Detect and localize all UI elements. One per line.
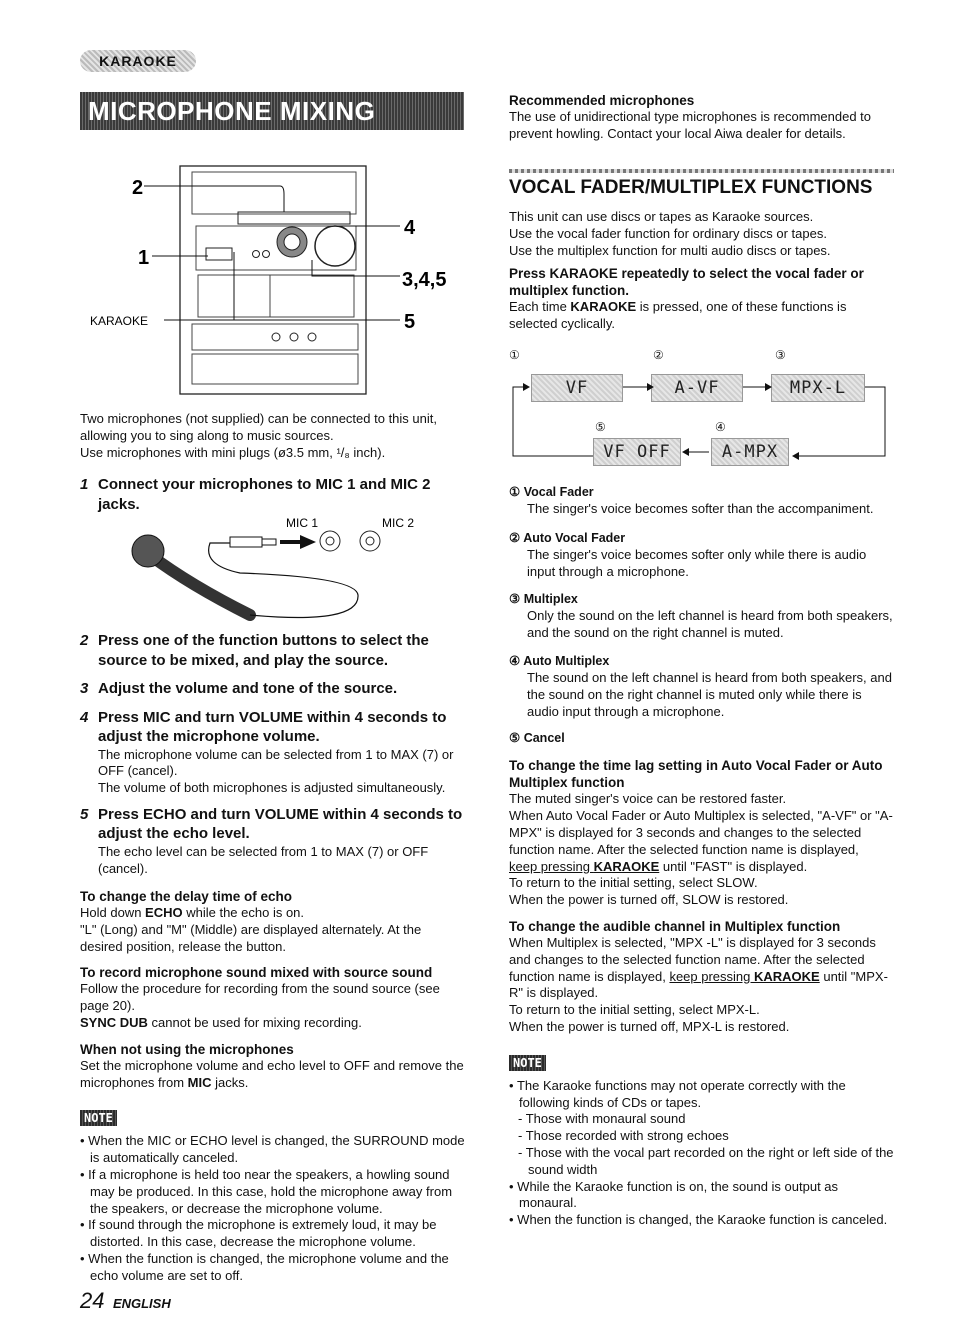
record-line-2: SYNC DUB cannot be used for mixing recording. <box>80 1014 362 1030</box>
press-karaoke-body: Each time KARAOKE is pressed, one of these functions is selected cyclically. <box>509 299 847 332</box>
display-vf: VF <box>531 374 623 402</box>
timelag-line: When the power is turned off, SLOW is restored. <box>509 892 789 908</box>
cycle-num: ③ <box>775 348 786 362</box>
cycle-arrows <box>509 348 894 474</box>
callout-5: 5 <box>404 311 416 333</box>
note-item: • When the function is changed, the Karaoke function is canceled. <box>509 1212 888 1228</box>
mic1-label: MIC 1 <box>286 516 319 530</box>
timelag-line: The muted singer's voice can be restored faster. <box>509 791 787 807</box>
cycle-num: ① <box>509 348 520 362</box>
delay-heading: To change the delay time of echo <box>80 889 293 904</box>
note-dash-item: - Those with the vocal part recorded on the right or left side of the sound width <box>518 1144 894 1177</box>
page-number: 24 <box>80 1288 105 1313</box>
note-dash-item: - Those with monaural sound <box>518 1111 686 1127</box>
note-item: • If sound through the microphone is extremely loud, it may be distorted. In this case, decrease the microphone volume. <box>80 1217 437 1250</box>
record-line-1: Follow the procedure for recording from the sound source (see page 20). <box>80 981 440 1014</box>
function-desc: The sound on the left channel is heard from both speakers, and the sound on the right channel is muted only while there is audio input through a microphone. <box>527 669 892 719</box>
callout-1: 1 <box>138 247 150 269</box>
audible-line: When Multiplex is selected, "MPX -L" is displayed for 3 seconds and changes to the selected function name. After the selected function name is displayed, keep pressing KARAOKE until "MPX-R" is displayed. <box>509 934 888 1001</box>
stereo-diagram <box>80 160 470 400</box>
cycle-num: ⑤ <box>595 420 606 434</box>
intro-line: Use microphones with mini plugs (ø3.5 mm, ¹/₈ inch). <box>80 444 386 460</box>
function-cycle-diagram <box>509 348 894 474</box>
callout-4: 4 <box>404 217 416 239</box>
vocal-intro: Use the multiplex function for multi audio discs or tapes. <box>509 242 831 258</box>
microphone-figure <box>130 515 430 625</box>
cycle-num: ② <box>653 348 664 362</box>
left-steps <box>80 631 466 877</box>
timelag-line: When Auto Vocal Fader or Auto Multiplex is selected, "A-VF" or "A-MPX" is displayed for 3 seconds and changes to the selected function name. After the selected function name is displayed, <box>509 808 893 857</box>
note-item: • When the function is changed, the microphone volume and the echo volume are set to off. <box>80 1250 449 1283</box>
function-name: ① Vocal Fader <box>509 485 594 499</box>
function-desc: The singer's voice becomes softer than the accompaniment. <box>527 501 874 516</box>
note-badge: NOTE <box>509 1055 546 1071</box>
note-dash-item: - Those recorded with strong echoes <box>518 1128 729 1144</box>
recommended-body: The use of unidirectional type microphones is recommended to prevent howling. Contact your local Aiwa dealer for details. <box>509 109 872 141</box>
function-name: ⑤ Cancel <box>509 731 565 746</box>
press-karaoke-heading: Press KARAOKE repeatedly to select the vocal fader or multiplex function. <box>509 266 864 299</box>
display-a-mpx: A-MPX <box>711 438 789 466</box>
note-item: • When the MIC or ECHO level is changed, the SURROUND mode is automatically canceled. <box>80 1133 465 1166</box>
not-using-heading: When not using the microphones <box>80 1041 294 1057</box>
audible-heading: To change the audible channel in Multiplex function <box>509 918 841 934</box>
display-a-vf: A-VF <box>651 374 743 402</box>
step-5-body: The echo level can be selected from 1 to MAX (7) or OFF (cancel). <box>98 843 429 876</box>
karaoke-button-label: KARAOKE <box>90 314 149 328</box>
step-4: 4 Press MIC and turn VOLUME within 4 seconds to adjust the microphone volume. <box>80 708 447 745</box>
function-desc: The singer's voice becomes softer only while there is audio input through a microphone. <box>527 546 867 579</box>
step-5: 5 Press ECHO and turn VOLUME within 4 seconds to adjust the echo level. <box>80 805 463 843</box>
function-name: ③ Multiplex <box>509 592 578 607</box>
audible-line: When the power is turned off, MPX-L is restored. <box>509 1018 790 1034</box>
intro-line: allowing you to sing along to music sources. <box>80 427 334 443</box>
vocal-intro: This unit can use discs or tapes as Karaoke sources. <box>509 209 814 224</box>
left-column <box>80 411 466 514</box>
recommended-heading: Recommended microphones <box>509 93 695 108</box>
delay-line-1: Hold down ECHO while the echo is on. <box>80 905 305 920</box>
timelag-line: To return to the initial setting, select SLOW. <box>509 875 758 891</box>
not-using-line: Set the microphone volume and echo level to OFF and remove the microphones from MIC jacks. <box>80 1057 464 1090</box>
audible-line: To return to the initial setting, select MPX-L. <box>509 1002 760 1018</box>
step-4-body: The microphone volume can be selected from 1 to MAX (7) or OFF (cancel). <box>98 746 454 779</box>
note-item: • While the Karaoke function is on, the sound is output as monaural. <box>509 1178 839 1211</box>
callout-2: 2 <box>132 177 144 199</box>
left-tips <box>80 888 466 1285</box>
step-4-body: The volume of both microphones is adjusted simultaneously. <box>98 780 446 796</box>
right-column-vocal <box>509 176 894 333</box>
vocal-section-title: VOCAL FADER/MULTIPLEX FUNCTIONS <box>509 177 873 198</box>
microphone-icon <box>132 535 164 567</box>
timelag-heading: To change the time lag setting in Auto Vocal Fader or Auto Multiplex function <box>509 758 883 791</box>
mic2-jack-icon <box>360 531 380 551</box>
delay-line-2: "L" (Long) and "M" (Middle) are displayed alternately. At the desired position, release the button. <box>80 921 422 954</box>
note-item: • The Karaoke functions may not operate correctly with the following kinds of CDs or tapes. <box>509 1077 846 1110</box>
language-label: ENGLISH <box>112 1296 171 1311</box>
function-desc: Only the sound on the left channel is heard from both speakers, and the sound on the right channel is muted. <box>527 608 893 641</box>
section-tag: KARAOKE <box>80 50 196 72</box>
timelag-line: keep pressing KARAOKE until "FAST" is displayed. <box>509 858 808 874</box>
display-vf-off: VF OFF <box>593 438 681 466</box>
note-item: • If a microphone is held too near the speakers, a howling sound may be produced. In this case, hold the microphone away from the speakers, or decrease the microphone volume. <box>80 1166 453 1216</box>
display-mpx-l: MPX-L <box>771 374 865 402</box>
record-heading: To record microphone sound mixed with source sound <box>80 965 433 981</box>
section-divider <box>509 169 894 173</box>
mic1-jack-icon <box>320 531 340 551</box>
page-footer <box>80 1288 171 1314</box>
mic2-label: MIC 2 <box>382 516 415 530</box>
intro-line: Two microphones (not supplied) can be connected to this unit, <box>80 411 437 426</box>
note-badge: NOTE <box>80 1110 117 1126</box>
page-title: MICROPHONE MIXING <box>80 92 464 130</box>
mic-jack-icon <box>315 226 355 266</box>
right-column-top <box>509 92 894 143</box>
step-3: 3 Adjust the volume and tone of the source. <box>80 680 398 697</box>
cycle-num: ④ <box>715 420 726 434</box>
step-2: 2 Press one of the function buttons to select the source to be mixed, and play the source. <box>80 632 429 669</box>
function-list <box>509 484 894 1229</box>
function-name: ② Auto Vocal Fader <box>509 530 626 545</box>
unit-body <box>180 166 366 394</box>
step-1: 1 Connect your microphones to MIC 1 and MIC 2 jacks. <box>80 476 431 513</box>
function-name: ④ Auto Multiplex <box>509 653 610 668</box>
callout-345: 3,4,5 <box>402 269 447 291</box>
vocal-intro: Use the vocal fader function for ordinary discs or tapes. <box>509 225 827 241</box>
